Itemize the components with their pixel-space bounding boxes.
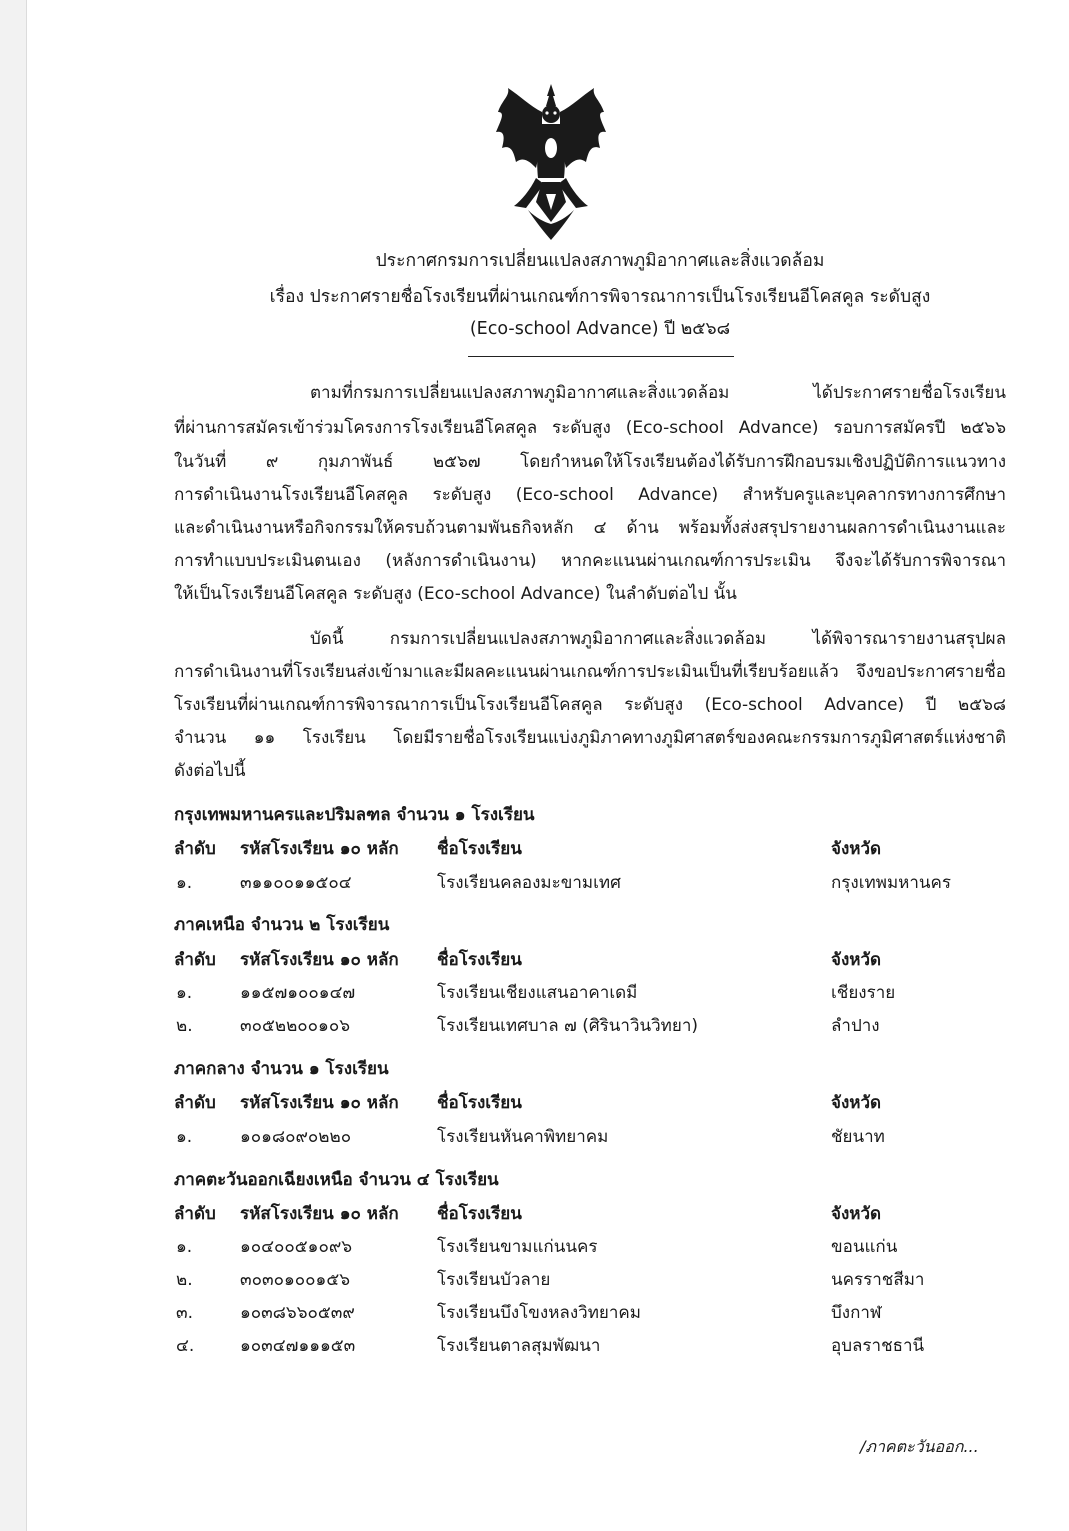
col-no-header: ลำดับ — [174, 1093, 216, 1113]
table-header — [0, 1088, 1069, 1118]
section-title-bangkok: กรุงเทพมหานครและปริมลฑล จำนวน ๑ โรงเรียน — [174, 805, 535, 825]
paragraph1-line: ให้เป็นโรงเรียนอีโคสคูล ระดับสูง (Eco-school Advance) ในลำดับต่อไป นั้น — [174, 584, 737, 604]
row-name: โรงเรียนคลองมะขามเทศ — [437, 873, 621, 893]
garuda-emblem-icon — [492, 82, 610, 242]
col-code-header: รหัสโรงเรียน ๑๐ หลัก — [240, 950, 399, 970]
row-province: เชียงราย — [831, 983, 896, 1003]
row-name: โรงเรียนขามแก่นนคร — [437, 1237, 598, 1257]
col-code-header: รหัสโรงเรียน ๑๐ หลัก — [240, 839, 399, 859]
row-province: อุบลราชธานี — [831, 1336, 925, 1356]
col-name-header: ชื่อโรงเรียน — [437, 1204, 522, 1224]
row-name: โรงเรียนเทศบาล ๗ (ศิรินาวินวิทยา) — [437, 1016, 699, 1036]
row-name: โรงเรียนเชียงแสนอาคาเดมี — [437, 983, 638, 1003]
col-no-header: ลำดับ — [174, 1204, 216, 1224]
col-province-header: จังหวัด — [831, 950, 882, 970]
row-name: โรงเรียนตาลสุมพัฒนา — [437, 1336, 601, 1356]
col-no-header: ลำดับ — [174, 950, 216, 970]
row-province: ลำปาง — [831, 1016, 880, 1036]
row-code: ๑๑๕๗๑๐๐๑๔๗ — [240, 983, 356, 1003]
row-province: ขอนแก่น — [831, 1237, 898, 1257]
row-code: ๑๐๑๘๐๙๐๒๒๐ — [240, 1127, 352, 1147]
header-divider — [468, 356, 734, 357]
col-name-header: ชื่อโรงเรียน — [437, 839, 522, 859]
continuation-note: /ภาคตะวันออก... — [860, 1437, 979, 1456]
paragraph1-line: ในวันที่ ๙ กุมภาพันธ์ ๒๕๖๗ โดยกำหนดให้โรงเรียนต้องได้รับการฝึกอบรมเชิงปฏิบัติการแนวทาง — [174, 452, 1006, 472]
row-no: ๒. — [176, 1270, 193, 1290]
table-row — [0, 1232, 1069, 1262]
row-province: กรุงเทพมหานคร — [831, 873, 952, 893]
col-province-header: จังหวัด — [831, 1093, 882, 1113]
col-name-header: ชื่อโรงเรียน — [437, 950, 522, 970]
row-code: ๑๐๓๔๗๑๑๑๕๓ — [240, 1336, 356, 1356]
table-row — [0, 978, 1069, 1008]
row-province: บึงกาฬ — [831, 1303, 882, 1323]
table-row — [0, 868, 1069, 898]
row-no: ๒. — [176, 1016, 193, 1036]
col-code-header: รหัสโรงเรียน ๑๐ หลัก — [240, 1093, 399, 1113]
paragraph1-line: และดำเนินงานหรือกิจกรรมให้ครบถ้วนตามพันธกิจหลัก ๔ ด้าน พร้อมทั้งส่งสรุปรายงานผลการดำเนินงานและ — [174, 518, 1006, 538]
section-title-north: ภาคเหนือ จำนวน ๒ โรงเรียน — [174, 915, 390, 935]
section-title-central: ภาคกลาง จำนวน ๑ โรงเรียน — [174, 1059, 389, 1079]
paragraph2-line: บัดนี้ กรมการเปลี่ยนแปลงสภาพภูมิอากาศและสิ่งแวดล้อม ได้พิจารณารายงานสรุปผล — [310, 629, 1006, 649]
table-header — [0, 945, 1069, 975]
table-header — [0, 1199, 1069, 1229]
row-name: โรงเรียนบัวลาย — [437, 1270, 551, 1290]
row-no: ๑. — [176, 983, 193, 1003]
col-province-header: จังหวัด — [831, 839, 882, 859]
row-no: ๑. — [176, 873, 193, 893]
col-province-header: จังหวัด — [831, 1204, 882, 1224]
col-code-header: รหัสโรงเรียน ๑๐ หลัก — [240, 1204, 399, 1224]
row-province: นครราชสีมา — [831, 1270, 925, 1290]
paragraph1-line: การดำเนินงานโรงเรียนอีโคสคูล ระดับสูง (Eco-school Advance) สำหรับครูและบุคลากรทางการศึกษา — [174, 485, 1006, 505]
paragraph2-line: การดำเนินงานที่โรงเรียนส่งเข้ามาและมีผลคะแนนผ่านเกณฑ์การประเมินเป็นที่เรียบร้อยแล้ว จึงขอประกาศรายชื่อ — [174, 662, 1006, 682]
row-code: ๓๐๓๐๑๐๐๑๕๖ — [240, 1270, 350, 1290]
paragraph2-line: โรงเรียนที่ผ่านเกณฑ์การพิจารณาการเป็นโรงเรียนอีโคสคูล ระดับสูง (Eco-school Advance) ปี ๒๕๖๘ — [174, 695, 1006, 715]
table-row — [0, 1011, 1069, 1041]
row-code: ๓๐๕๒๒๐๐๑๐๖ — [240, 1016, 350, 1036]
section-title-northeast: ภาคตะวันออกเฉียงเหนือ จำนวน ๔ โรงเรียน — [174, 1170, 499, 1190]
table-row — [0, 1265, 1069, 1295]
paragraph1-line: ที่ผ่านการสมัครเข้าร่วมโครงการโรงเรียนอีโคสคูล ระดับสูง (Eco-school Advance) รอบการสมัครปี ๒๕๖๖ — [174, 418, 1006, 438]
announcement-title: ประกาศกรมการเปลี่ยนแปลงสภาพภูมิอากาศและสิ่งแวดล้อม — [375, 251, 825, 271]
row-province: ชัยนาท — [831, 1127, 885, 1147]
announcement-subject-year: (Eco-school Advance) ปี ๒๕๖๘ — [469, 319, 731, 339]
table-row — [0, 1122, 1069, 1152]
row-code: ๓๑๑๐๐๑๑๕๐๔ — [240, 873, 352, 893]
paragraph1-line: ตามที่กรมการเปลี่ยนแปลงสภาพภูมิอากาศและสิ่งแวดล้อม ได้ประกาศรายชื่อโรงเรียน — [310, 383, 1006, 403]
row-code: ๑๐๓๘๖๖๐๕๓๙ — [240, 1303, 355, 1323]
row-no: ๔. — [176, 1336, 195, 1356]
table-row — [0, 1331, 1069, 1361]
col-no-header: ลำดับ — [174, 839, 216, 859]
row-no: ๓. — [176, 1303, 194, 1323]
row-code: ๑๐๔๐๐๕๑๐๙๖ — [240, 1237, 353, 1257]
row-no: ๑. — [176, 1237, 193, 1257]
paragraph2-line: จำนวน ๑๑ โรงเรียน โดยมีรายชื่อโรงเรียนแบ่งภูมิภาคทางภูมิศาสตร์ของคณะกรรมการภูมิศาสตร์แห่งชาติ — [174, 728, 1006, 748]
table-row — [0, 1298, 1069, 1328]
table-header — [0, 834, 1069, 864]
row-no: ๑. — [176, 1127, 193, 1147]
col-name-header: ชื่อโรงเรียน — [437, 1093, 522, 1113]
paragraph1-line: การทำแบบประเมินตนเอง (หลังการดำเนินงาน) หากคะแนนผ่านเกณฑ์การประเมิน จึงจะได้รับการพิจารณา — [174, 551, 1006, 571]
row-name: โรงเรียนบึงโขงหลงวิทยาคม — [437, 1303, 641, 1323]
row-name: โรงเรียนหันคาพิทยาคม — [437, 1127, 609, 1147]
announcement-subject: เรื่อง ประกาศรายชื่อโรงเรียนที่ผ่านเกณฑ์การพิจารณาการเป็นโรงเรียนอีโคสคูล ระดับสูง — [269, 287, 931, 307]
paragraph2-line: ดังต่อไปนี้ — [174, 761, 246, 781]
